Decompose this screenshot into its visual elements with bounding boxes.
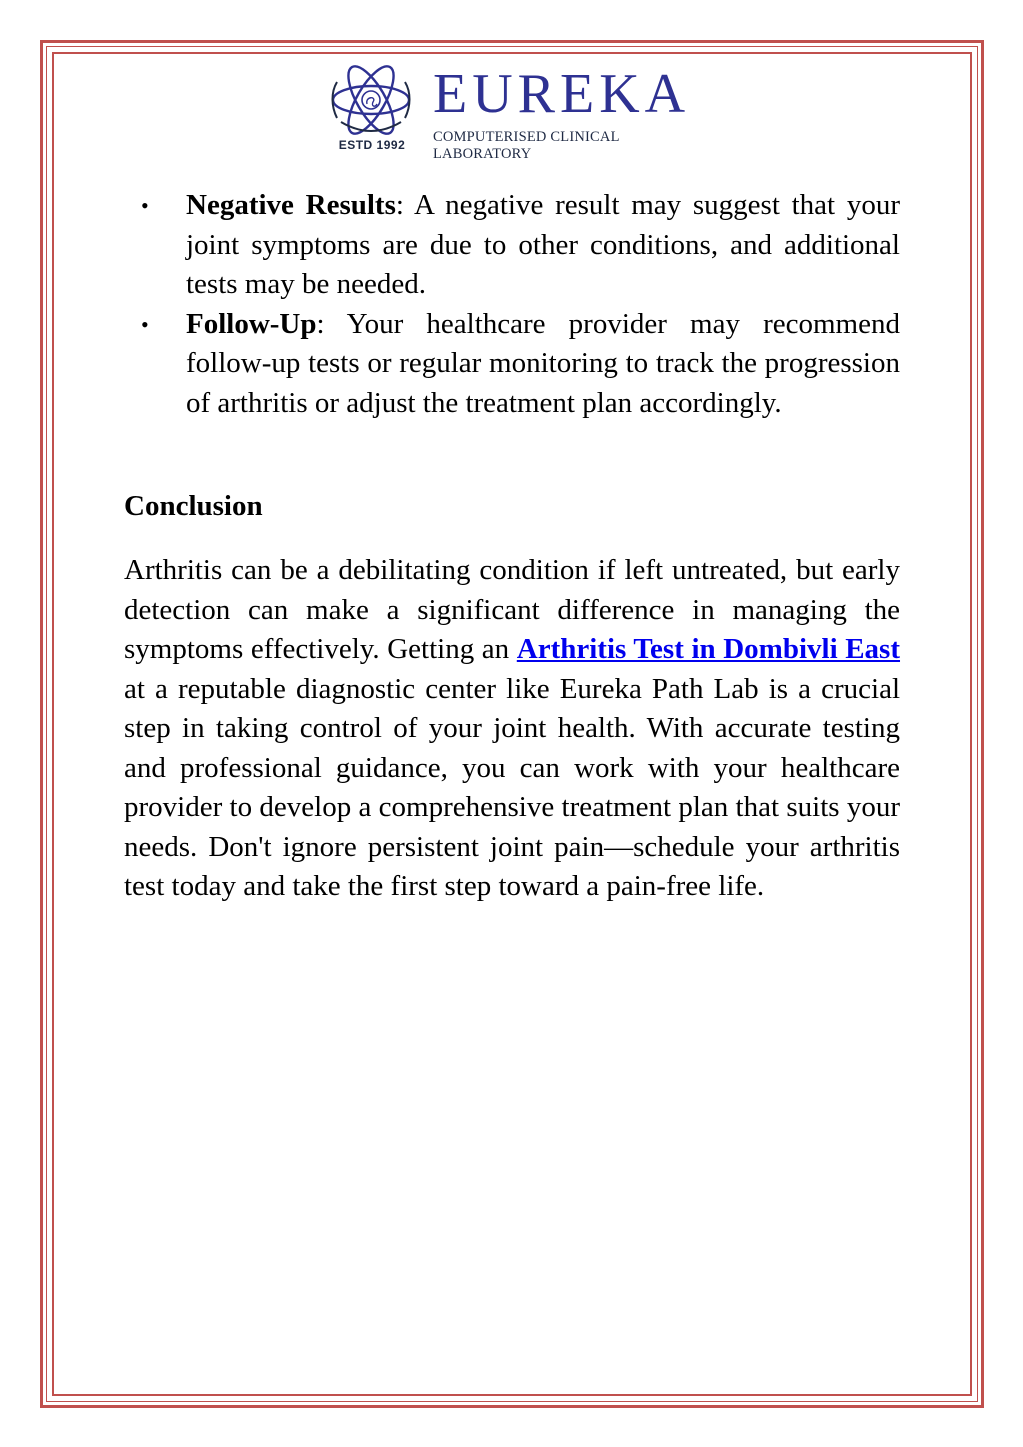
bullet-text: : Your healthcare provider may recommend follow-up tests or regular monitoring to track the progression of arthritis or adjust the treatment plan accordingly.	[186, 307, 900, 419]
logo-wordmark: EUREKA	[433, 63, 691, 125]
bullet-text: : A negative result may suggest that your joint symptoms are due to other conditions, and additional tests may be needed.	[186, 189, 900, 300]
bullet-negative-results	[124, 186, 900, 305]
bullet-term: Follow-Up	[186, 307, 317, 340]
conclusion-paragraph	[124, 551, 900, 907]
result-bullet-list	[124, 186, 900, 423]
eureka-logo	[325, 62, 715, 162]
bullet-dot-icon: •	[141, 311, 149, 337]
logo-established-year: ESTD 1992	[338, 138, 406, 152]
logo-subtitle: COMPUTERISED CLINICAL LABORATORY	[433, 129, 620, 162]
arthritis-test-link[interactable]: Arthritis Test in Dombivli East	[516, 633, 901, 665]
conclusion-heading: Conclusion	[124, 490, 263, 522]
bullet-dot-icon: •	[141, 193, 149, 218]
bullet-term: Negative Results	[186, 189, 396, 221]
conclusion-text-end: at a reputable diagnostic center like Eureka Path Lab is a crucial step in taking control of your joint health. With accurate testing and professional guidance, you can work with your healthcare provider to develop a comprehensive treatment plan that suits your needs. Don't ignore persistent joint pain—schedule your arthritis test today and take the first step toward a pain-free life.	[124, 672, 900, 902]
bullet-follow-up	[124, 305, 900, 424]
conclusion-text-start: Arthritis can be a debilitating condition if left untreated, but early detection can make a significant difference in managing the symptoms effectively. Getting an	[124, 554, 900, 665]
